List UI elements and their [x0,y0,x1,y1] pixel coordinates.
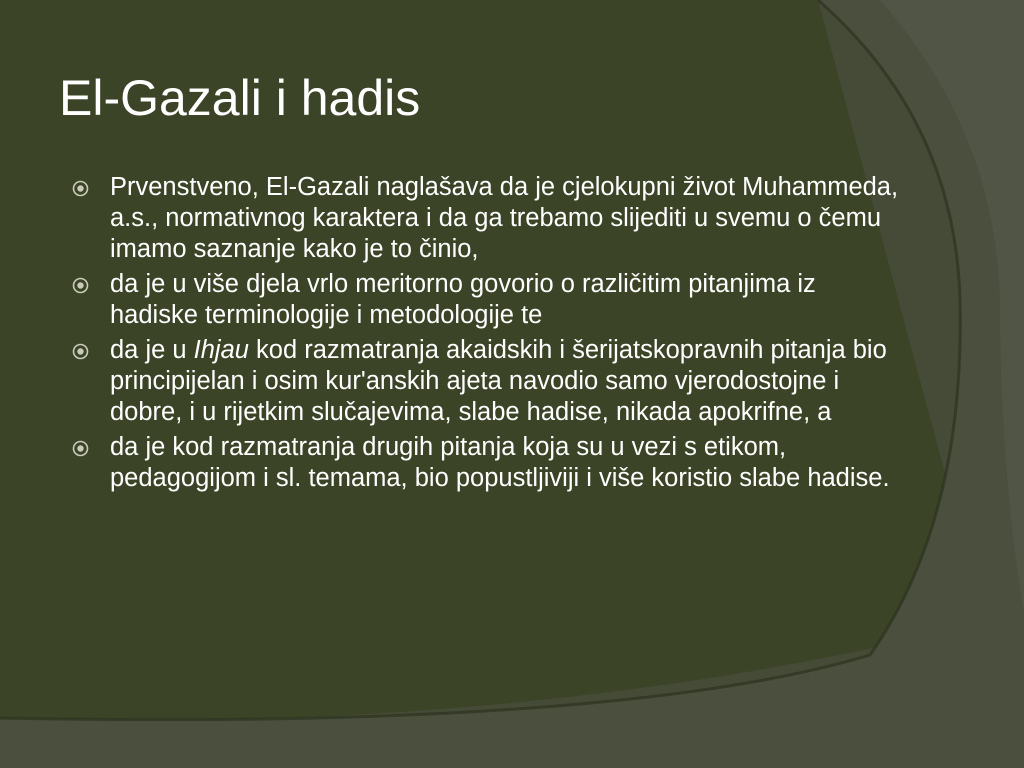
bullet-text [110,336,887,426]
circled-dot-bullet-icon [72,440,89,457]
bullet-item-3 [72,335,902,428]
bullet-text-start: da je u [110,336,194,364]
circled-dot-bullet-icon [72,277,89,294]
bullet-list [72,172,902,494]
bullet-text-end: kod razmatranja akaidskih i šerijatskopravnih pitanja bio principijelan i osim kur'anskih ajeta navodio samo vjerodostojne i dobre, i u rijetkim slučajevima, slabe hadise, nikada apokrifne, a [110,336,887,426]
bullet-text: da je u više djela vrlo meritorno govorio o različitim pitanjima iz hadiske terminologije i metodologije te [110,270,816,329]
bullet-text: Prvenstveno, El-Gazali naglašava da je cjelokupni život Muhammeda, a.s., normativnog karaktera i da ga trebamo slijediti u svemu o čemu imamo saznanje kako je to činio, [110,173,899,263]
bullet-text: da je kod razmatranja drugih pitanja koja su u vezi s etikom, pedagogijom i sl. temama, bio popustljiviji i više koristio slabe hadise. [110,433,890,492]
bullet-text-emphasis: Ihjau [193,336,249,364]
bullet-item-2 [72,269,902,331]
slide-title: El-Gazali i hadis [59,70,421,126]
circled-dot-bullet-icon [72,180,89,197]
circled-dot-bullet-icon [72,343,89,360]
bullet-item-4 [72,432,902,494]
bullet-item-1 [72,172,902,265]
